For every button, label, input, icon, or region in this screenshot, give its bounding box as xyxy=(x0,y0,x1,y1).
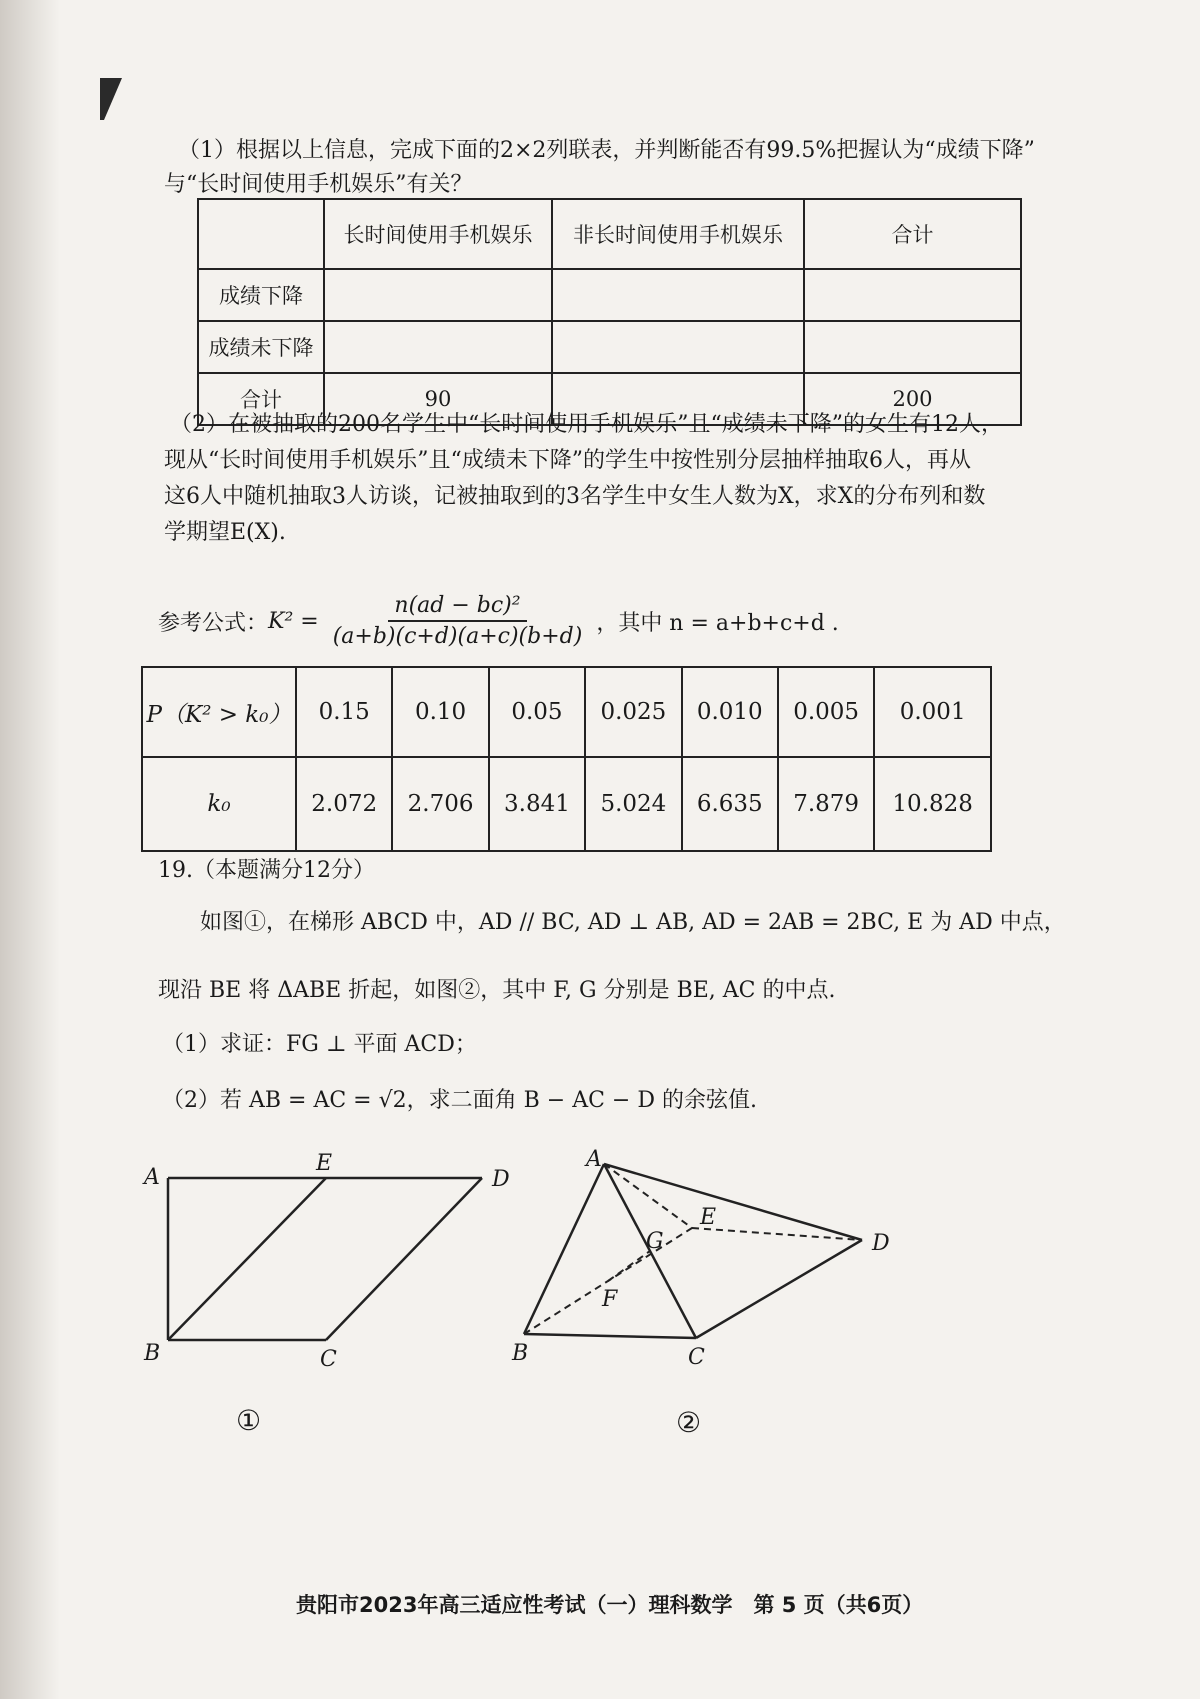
label-a: A xyxy=(586,1147,602,1172)
table-header-cell xyxy=(198,199,324,269)
table-cell: 90 xyxy=(324,373,552,425)
row-label: P（K² > k₀） xyxy=(142,667,296,757)
table-row xyxy=(198,199,1021,269)
page-footer: 贵阳市2023年高三适应性考试（一）理科数学 第 5 页（共6页） xyxy=(296,1593,924,1617)
q19-part1: （1）求证：FG ⊥ 平面 ACD； xyxy=(162,1032,477,1057)
figure-2-pyramid xyxy=(510,1146,910,1376)
q18-part2-line1: （2）在被抽取的200名学生中“长时间使用手机娱乐”且“成绩未下降”的女生有12人， xyxy=(170,412,1003,437)
table-cell: 0.15 xyxy=(296,667,392,757)
formula-fraction xyxy=(327,593,589,649)
label-e: E xyxy=(316,1151,333,1176)
row-label: 成绩未下降 xyxy=(198,321,324,373)
q18-part1-line2: 与“长时间使用手机娱乐”有关？ xyxy=(164,172,473,197)
formula-denominator: (a+b)(c+d)(a+c)(b+d) xyxy=(332,624,583,649)
table-cell: 0.05 xyxy=(489,667,585,757)
label-b: B xyxy=(144,1341,161,1366)
table-cell: 5.024 xyxy=(585,757,681,851)
table-cell: 0.001 xyxy=(874,667,991,757)
table-row xyxy=(198,321,1021,373)
corner-mark-icon xyxy=(100,78,122,120)
label-b: B xyxy=(512,1341,529,1366)
table-header-cell: 合计 xyxy=(804,199,1021,269)
table-cell: 3.841 xyxy=(489,757,585,851)
q19-heading: 19.（本题满分12分） xyxy=(158,858,375,883)
q18-part2-line2: 现从“长时间使用手机娱乐”且“成绩未下降”的学生中按性别分层抽样抽取6人，再从 xyxy=(164,448,971,473)
label-c: C xyxy=(320,1347,337,1370)
edge-be xyxy=(168,1178,326,1340)
table-cell: 0.010 xyxy=(682,667,778,757)
table-cell xyxy=(324,269,552,321)
edge-ad xyxy=(604,1164,862,1240)
edge-ed xyxy=(692,1228,862,1240)
q19-line2: 现沿 BE 将 ΔABE 折起，如图②，其中 F, G 分别是 BE, AC 的中点. xyxy=(158,978,836,1003)
table-header-cell: 长时间使用手机娱乐 xyxy=(324,199,552,269)
q19-part2: （2）若 AB = AC = √2，求二面角 B − AC − D 的余弦值. xyxy=(162,1088,757,1113)
segment-fg xyxy=(608,1251,650,1281)
table-cell: 0.005 xyxy=(778,667,874,757)
q18-part2-line3: 这6人中随机抽取3人访谈，记被抽取到的3名学生中女生人数为X，求X的分布列和数 xyxy=(164,484,986,509)
table-row xyxy=(142,757,991,851)
table-row xyxy=(142,667,991,757)
table-cell: 0.10 xyxy=(392,667,488,757)
critical-value-table xyxy=(141,666,992,852)
table-cell: 7.879 xyxy=(778,757,874,851)
label-d: D xyxy=(872,1231,890,1256)
label-g: G xyxy=(646,1229,664,1254)
reference-formula xyxy=(158,586,839,656)
table-cell: 200 xyxy=(804,373,1021,425)
q19-line1: 如图①，在梯形 ABCD 中，AD // BC, AD ⊥ AB, AD = 2AB = 2BC, E 为 AD 中点， xyxy=(200,910,1066,935)
table-cell: 2.706 xyxy=(392,757,488,851)
table-cell xyxy=(324,321,552,373)
table-cell xyxy=(552,321,804,373)
formula-suffix: ，其中 n = a+b+c+d . xyxy=(596,610,839,636)
formula-prefix: 参考公式： xyxy=(158,610,269,636)
row-label: 成绩下降 xyxy=(198,269,324,321)
table-cell xyxy=(804,321,1021,373)
figure-2-caption: ② xyxy=(676,1406,702,1439)
edge-cd xyxy=(696,1240,862,1338)
figure-1-trapezoid xyxy=(140,1150,520,1370)
formula-lhs: K² = xyxy=(268,608,319,634)
edge-cd xyxy=(326,1178,482,1340)
table-cell xyxy=(804,269,1021,321)
edge-ae xyxy=(604,1164,692,1228)
q18-part1-line1: （1）根据以上信息，完成下面的2×2列联表，并判断能否有99.5%把握认为“成绩下降” xyxy=(178,138,1035,163)
label-f: F xyxy=(602,1287,618,1312)
table-cell xyxy=(552,269,804,321)
table-cell: 6.635 xyxy=(682,757,778,851)
label-e: E xyxy=(700,1205,717,1230)
table-row xyxy=(198,269,1021,321)
label-a: A xyxy=(144,1165,160,1190)
edge-bc xyxy=(524,1334,696,1338)
row-label: k₀ xyxy=(142,757,296,851)
edge-ab xyxy=(524,1164,604,1334)
contingency-table xyxy=(197,198,1022,426)
label-d: D xyxy=(492,1167,510,1192)
table-cell: 10.828 xyxy=(874,757,991,851)
q18-part2-line4: 学期望E(X). xyxy=(164,520,286,545)
table-cell: 2.072 xyxy=(296,757,392,851)
table-header-cell: 非长时间使用手机娱乐 xyxy=(552,199,804,269)
figure-1-caption: ① xyxy=(236,1404,262,1437)
formula-numerator: n(ad − bc)² xyxy=(388,593,526,622)
page-shadow xyxy=(0,0,60,1699)
table-cell: 0.025 xyxy=(585,667,681,757)
label-c: C xyxy=(688,1345,705,1370)
row-label: 合计 xyxy=(198,373,324,425)
